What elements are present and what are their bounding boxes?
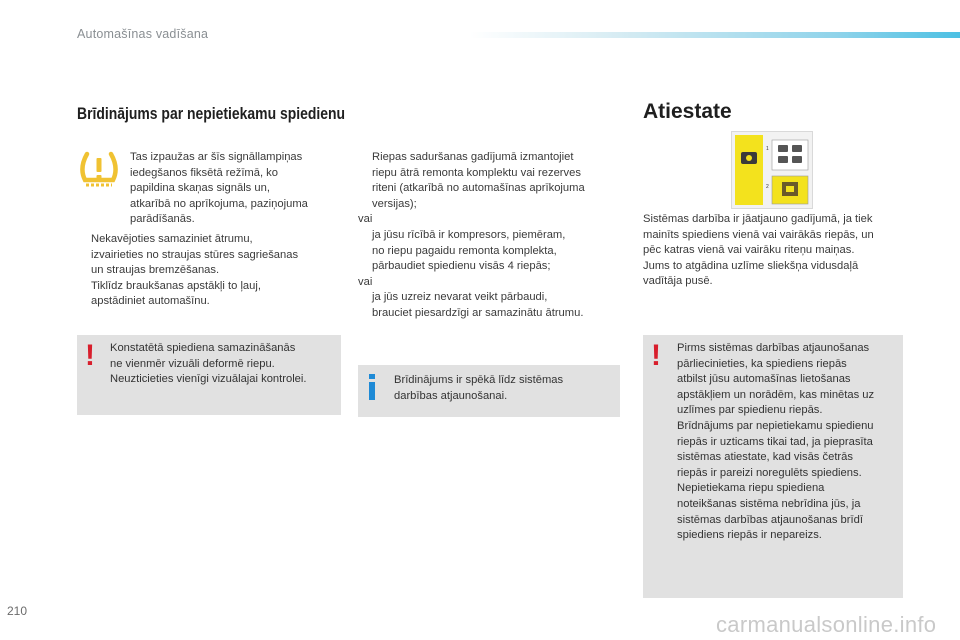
bullet-mark — [77, 232, 91, 279]
bullet-line: ja jūsu rīcībā ir kompresors, piemēram, — [372, 228, 566, 241]
note-line: Neuzticieties vienīgi vizuālajai kontrolei. — [110, 373, 307, 386]
bullet-line: Nekavējoties samaziniet ātrumu, — [91, 233, 253, 245]
bullet-line: izvairieties no straujas stūres sagriešanas — [91, 248, 299, 261]
note-line: Pirms sistēmas darbības atjaunošanas — [677, 342, 870, 354]
exclamation-icon: ! — [651, 339, 661, 372]
reset-description — [643, 212, 908, 290]
watermark-link[interactable]: carmanualsonline.info — [716, 612, 937, 637]
list-item — [77, 279, 342, 310]
bullet-line: ja jūs uzreiz nevarat veikt pārbaudi, — [372, 291, 548, 304]
note-line: Brīdinājums ir spēkā līdz sistēmas — [394, 374, 564, 386]
exclamation-icon: ! — [85, 339, 95, 372]
bullet-mark — [358, 228, 372, 275]
note-line: atbilst jūsu automašīnas lietošanas — [677, 373, 851, 386]
tire-pressure-label-image — [731, 131, 813, 209]
low-pressure-intro — [130, 150, 335, 228]
tire-pressure-warning-icon — [77, 148, 121, 192]
list-item — [358, 228, 623, 275]
or-separator: vai — [358, 213, 373, 226]
note-line: sistēmas atiestate, kad visās četrās — [677, 451, 853, 464]
bullet-line: Riepas saduršanas gadījumā izmantojiet — [372, 151, 574, 163]
body-line: mainīts spiediens vienā vai vairākās riepās, un — [643, 228, 874, 241]
warning-note-visual-check — [77, 335, 341, 415]
bullet-line: brauciet piesardzīgi ar samazinātu ātrumu. — [372, 306, 584, 319]
bullet-line: apstādiniet automašīnu. — [91, 295, 210, 308]
middle-column-instructions — [358, 150, 623, 322]
bullet-mark — [77, 279, 91, 310]
note-line: Brīdnājums par nepietiekamu spiedienu — [677, 419, 874, 432]
list-item — [358, 290, 623, 321]
intro-line: Tas izpaužas ar šīs signāllampiņas — [130, 151, 303, 163]
body-line: pēc katras vienā vai vairāku riteņu maiņas. — [643, 244, 855, 257]
note-line: apstākļiem un norādēm, kas minētas uz — [677, 388, 875, 401]
body-line: Jums to atgādina uzlīme sliekšņa vidusdaļā — [643, 259, 859, 272]
bullet-line: Tiklīdz braukšanas apstākļi to ļauj, — [91, 279, 261, 292]
bullet-line: pārbaudiet spiedienu visās 4 riepās; — [372, 260, 551, 273]
warning-note-before-reset — [643, 335, 903, 598]
section-title-reset: Atiestate — [643, 100, 732, 123]
info-note-warning-valid — [358, 365, 620, 417]
body-line: vadītāja pusē. — [643, 275, 713, 288]
page-header-title: Automašīnas vadīšana — [77, 27, 209, 41]
or-separator: vai — [358, 275, 373, 288]
intro-line: iedegšanos fiksētā režīmā, ko — [130, 166, 278, 179]
bullet-line: riteni (atkarībā no automašīnas aprīkojuma — [372, 182, 585, 195]
note-line: noteikšanas sistēma nebrīdina jūs, ja — [677, 497, 861, 510]
list-item — [358, 150, 623, 212]
body-line: Sistēmas darbība ir jāatjauno gadījumā, ja tiek — [643, 213, 873, 225]
low-pressure-bullets — [77, 232, 342, 310]
intro-line: papildina skaņas signāls un, — [130, 182, 270, 195]
bullet-mark — [358, 290, 372, 321]
info-icon — [369, 374, 375, 400]
page-number: 210 — [7, 604, 28, 618]
section-title-low-pressure: Brīdinājums par nepietiekamu spiedienu — [77, 104, 346, 123]
note-line: spiediens riepās ir nepareizs. — [677, 529, 822, 542]
note-line: pārliecinieties, ka spiediens riepās — [677, 357, 847, 370]
bullet-line: un straujas bremzēšanas. — [91, 264, 220, 277]
note-line: Nepietiekama riepu spiediena — [677, 482, 825, 495]
bullet-line: versijas); — [372, 197, 417, 210]
header-accent-bar — [470, 32, 960, 38]
note-line: riepās ir pareizi noregulēts spiediens. — [677, 466, 862, 479]
label-number: 1 — [766, 146, 769, 152]
note-line: darbības atjaunošanai. — [394, 389, 508, 402]
note-line: uzlīmes par spiedienu riepās. — [677, 404, 823, 417]
note-line: ne vienmēr vizuāli deformē riepu. — [110, 357, 275, 370]
label-number: 2 — [766, 184, 769, 190]
bullet-mark — [358, 150, 372, 212]
bullet-line: no riepu pagaidu remonta komplekta, — [372, 244, 557, 257]
intro-line: parādīšanās. — [130, 213, 195, 226]
list-item — [77, 232, 342, 279]
note-line: Konstatētā spiediena samazināšanās — [110, 342, 296, 354]
note-line: sistēmas darbības atjaunošanas brīdī — [677, 513, 863, 526]
note-line: riepās ir uzticams tikai tad, ja pieprasīta — [677, 435, 873, 448]
bullet-line: riepu ātrā remonta komplektu vai rezerves — [372, 166, 581, 179]
intro-line: atkarībā no aprīkojuma, paziņojuma — [130, 197, 308, 210]
